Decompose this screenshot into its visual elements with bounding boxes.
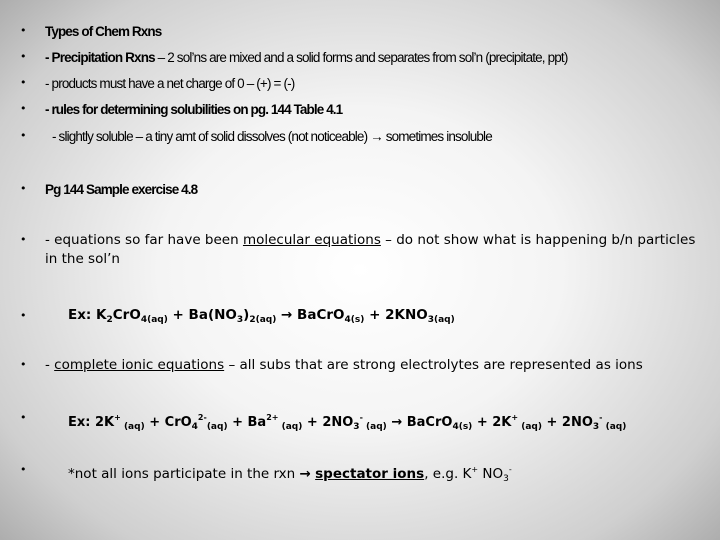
molecular-intro: - equations so far have been: [45, 232, 243, 248]
eq2-no3: + 2NO: [302, 415, 354, 430]
bullet-icon: •: [20, 463, 27, 476]
eq1-cro: CrO: [112, 307, 141, 323]
spectator-no3-sub: 3: [503, 474, 509, 484]
eq2-cro-state: (aq): [206, 422, 228, 432]
spectator-k-sup: +: [471, 465, 479, 474]
eq2-no3b-sup: -: [599, 413, 603, 422]
bullet-icon: •: [20, 50, 27, 63]
eq2-bacro-sub: 4(s): [452, 422, 473, 432]
spectator-ions-term: spectator ions: [315, 466, 425, 482]
heading-types-of-chem-rxns: Types of Chem Rxns: [45, 24, 162, 39]
complete-ionic-term: complete ionic equations: [54, 357, 225, 373]
eq1-ba: + Ba(NO: [167, 307, 237, 323]
eq2-cro: + CrO: [144, 415, 192, 430]
molecular-equation: [68, 306, 720, 330]
bullet-icon: •: [20, 102, 27, 115]
arrow-icon: →: [281, 307, 293, 323]
eq2-k: Ex: 2K: [68, 415, 115, 430]
slightly-soluble-definition: - slightly soluble – a tiny amt of solid dissolves (not noticeable): [52, 129, 368, 144]
eq2-no3b-state: (aq): [602, 422, 627, 432]
eq2-ba: + Ba: [227, 415, 267, 430]
arrow-icon: →: [391, 415, 403, 430]
complete-ionic-text: [45, 356, 705, 375]
eq1-k-sub: 2: [106, 315, 113, 325]
bullet-icon: •: [20, 182, 27, 195]
precipitation-text: [45, 50, 705, 65]
eq1-no3-sub: 3: [236, 315, 244, 325]
eq1-ba-sub: 2(aq): [249, 315, 277, 325]
complete-ionic-explanation: – all subs that are strong electrolytes are represented as ions: [224, 357, 643, 373]
eq2-k2-sup: +: [511, 413, 519, 422]
eq2-k-sub: (aq): [120, 422, 145, 432]
eq1-paren: ): [243, 307, 250, 323]
eq1-bacro-sub: 4(s): [344, 315, 365, 325]
eq2-k-sup: +: [114, 413, 121, 422]
sample-exercise-text: Pg 144 Sample exercise 4.8: [45, 182, 198, 197]
spectator-intro: *not all ions participate in the rxn: [68, 466, 296, 482]
spectator-ions-text: [68, 460, 720, 489]
eq2-ba-sup: 2+: [266, 413, 279, 422]
eq2-k2: + 2K: [472, 415, 512, 430]
spectator-no3-sup: -: [508, 465, 512, 474]
complete-ionic-dash: -: [45, 357, 55, 373]
precipitation-definition: – 2 sol’ns are mixed and a solid forms and separates from sol’n (precipitate, ppt): [154, 50, 568, 65]
eq2-no3b: + 2NO: [541, 415, 593, 430]
solubility-rules-text: - rules for determining solubilities on pg. 144 Table 4.1: [45, 102, 343, 117]
bullet-icon: •: [20, 233, 27, 246]
eq1-reactant-k: Ex: K: [68, 307, 107, 323]
bullet-icon: •: [20, 24, 27, 37]
eq2-cro-sub: 4: [191, 422, 198, 432]
bullet-icon: •: [20, 358, 27, 371]
eq1-bacro: BaCrO: [292, 307, 345, 323]
molecular-equations-text: [45, 231, 705, 269]
eq1-kno3-sub: 3(aq): [427, 315, 455, 325]
eq2-ba-sub: (aq): [278, 422, 303, 432]
slightly-soluble-text: [52, 129, 712, 144]
bullet-icon: •: [20, 309, 27, 322]
eq2-cro-sup: 2-: [197, 413, 207, 422]
eq1-cro-sub: 4(aq): [140, 315, 168, 325]
arrow-icon: →: [299, 466, 311, 482]
sometimes-insoluble: sometimes insoluble: [385, 129, 492, 144]
ionic-equation: [68, 408, 720, 437]
eq2-k2-sub: (aq): [518, 422, 542, 432]
precipitation-label: - Precipitation Rxns: [45, 50, 155, 65]
arrow-icon: →: [370, 129, 383, 144]
eq2-no3-state: (aq): [362, 422, 387, 432]
eq2-no3-sub: 3: [353, 422, 360, 432]
eq2-bacro: BaCrO: [402, 415, 453, 430]
bullet-icon: •: [20, 129, 27, 142]
net-charge-text: - products must have a net charge of 0 – (+) = (-): [45, 76, 295, 91]
molecular-explanation: – do not show what is happening b/n particles in the sol’n: [45, 232, 696, 267]
spectator-no: NO: [478, 466, 504, 482]
bullet-icon: •: [20, 76, 27, 89]
bullet-icon: •: [20, 411, 27, 424]
eq2-no3-sup: -: [359, 413, 363, 422]
molecular-equations-term: molecular equations: [242, 232, 381, 248]
eq2-no3b-sub: 3: [592, 422, 600, 432]
spectator-example: , e.g. K: [424, 466, 472, 482]
eq1-kno3: + 2KNO: [364, 307, 428, 323]
